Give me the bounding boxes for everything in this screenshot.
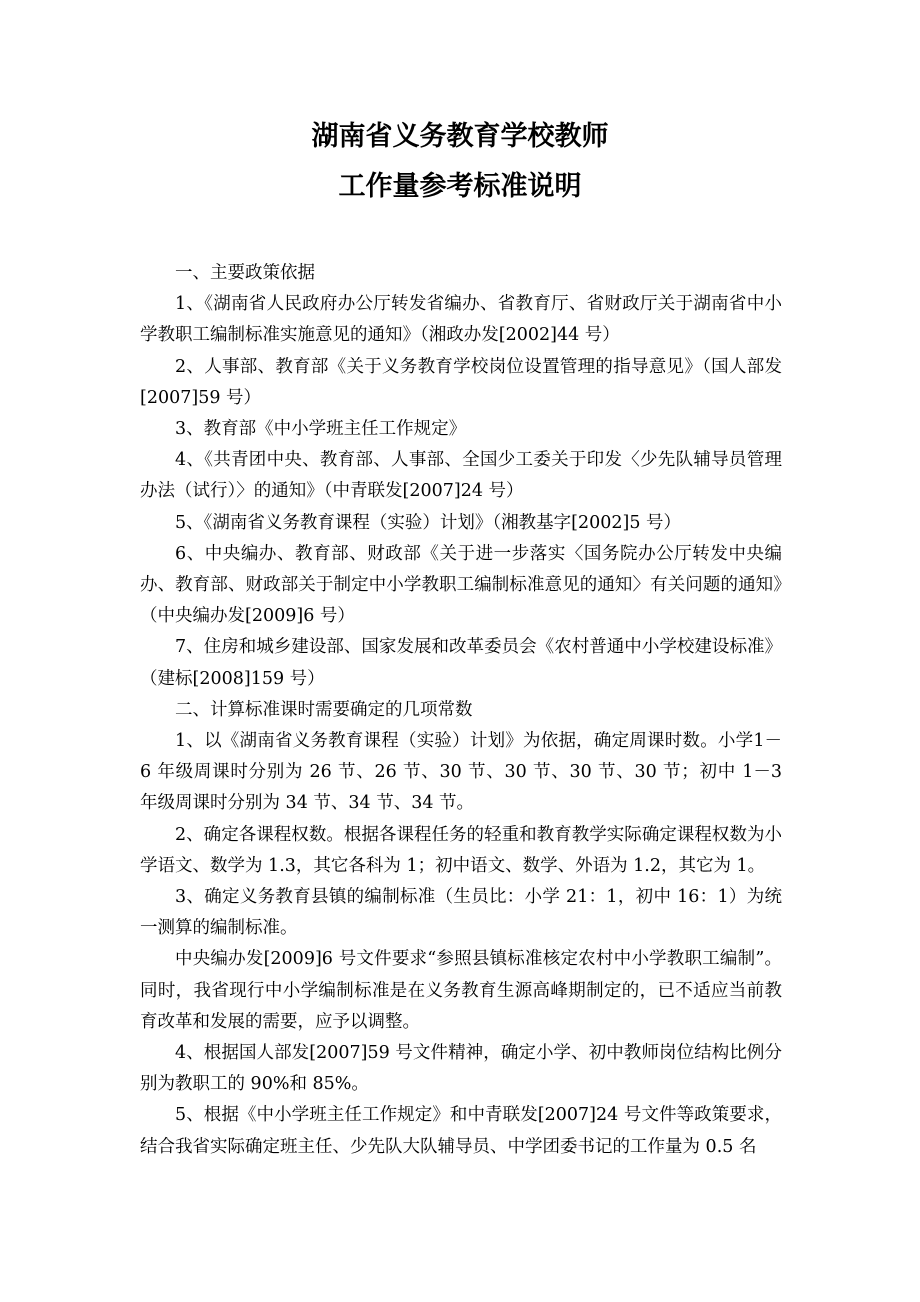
body-paragraph: 3、确定义务教育县镇的编制标准（生员比：小学 21：1，初中 16：1）为统一测算的编制标准。 bbox=[140, 887, 782, 939]
body-paragraph: 5、根据《中小学班主任工作规定》和中青联发[2007]24 号文件等政策要求，结合我省实际确定班主任、少先队大队辅导员、中学团委书记的工作量为 0.5 名 bbox=[140, 1105, 782, 1157]
body-paragraph: 7、住房和城乡建设部、国家发展和改革委员会《农村普通中小学校建设标准》（建标[2008]159 号） bbox=[140, 637, 782, 689]
body-paragraph: 2、人事部、教育部《关于义务教育学校岗位设置管理的指导意见》（国人部发[2007]59 号） bbox=[140, 356, 782, 408]
body-paragraph: 2、确定各课程权数。根据各课程任务的轻重和教育教学实际确定课程权数为小学语文、数学为 1.3，其它各科为 1；初中语文、数学、外语为 1.2，其它为 1。 bbox=[140, 824, 782, 876]
section-heading: 二、计算标准课时需要确定的几项常数 bbox=[175, 699, 473, 720]
body-paragraph: 6、中央编办、教育部、财政部《关于进一步落实〈国务院办公厅转发中央编办、教育部、财政部关于制定中小学教职工编制标准意见的通知〉有关问题的通知》（中央编办发[2009]6 号） bbox=[140, 543, 782, 627]
document-body bbox=[140, 258, 782, 1163]
body-paragraph: 3、教育部《中小学班主任工作规定》 bbox=[175, 419, 467, 440]
body-paragraph: 5、《湖南省义务教育课程（实验）计划》（湘教基字[2002]5 号） bbox=[175, 512, 682, 533]
body-paragraph: 1、以《湖南省义务教育课程（实验）计划》为依据，确定周课时数。小学1－6 年级周课时分别为 26 节、26 节、30 节、30 节、30 节、30 节；初中 1－3 年级周课时分别为 34 节、34 节、34 节。 bbox=[140, 731, 782, 814]
body-paragraph: 中央编办发[2009]6 号文件要求“参照县镇标准核定农村中小学教职工编制”。同时，我省现行中小学编制标准是在义务教育生源高峰期制定的，已不适应当前教育改革和发展的需要，应予以调整。 bbox=[140, 949, 782, 1032]
document-title-line-2: 工作量参考标准说明 bbox=[338, 171, 582, 202]
body-paragraph: 4、《共青团中央、教育部、人事部、全国少工委关于印发〈少先队辅导员管理办法（试行）〉的通知》（中青联发[2007]24 号） bbox=[140, 450, 782, 502]
body-paragraph: 4、根据国人部发[2007]59 号文件精神，确定小学、初中教师岗位结构比例分别为教职工的 90%和 85%。 bbox=[140, 1043, 782, 1095]
document-title-line-1: 湖南省义务教育学校教师 bbox=[311, 121, 609, 152]
section-heading: 一、主要政策依据 bbox=[175, 263, 315, 283]
body-paragraph: 1、《湖南省人民政府办公厅转发省编办、省教育厅、省财政厅关于湖南省中小学教职工编制标准实施意见的通知》（湘政办发[2002]44 号） bbox=[140, 294, 782, 346]
